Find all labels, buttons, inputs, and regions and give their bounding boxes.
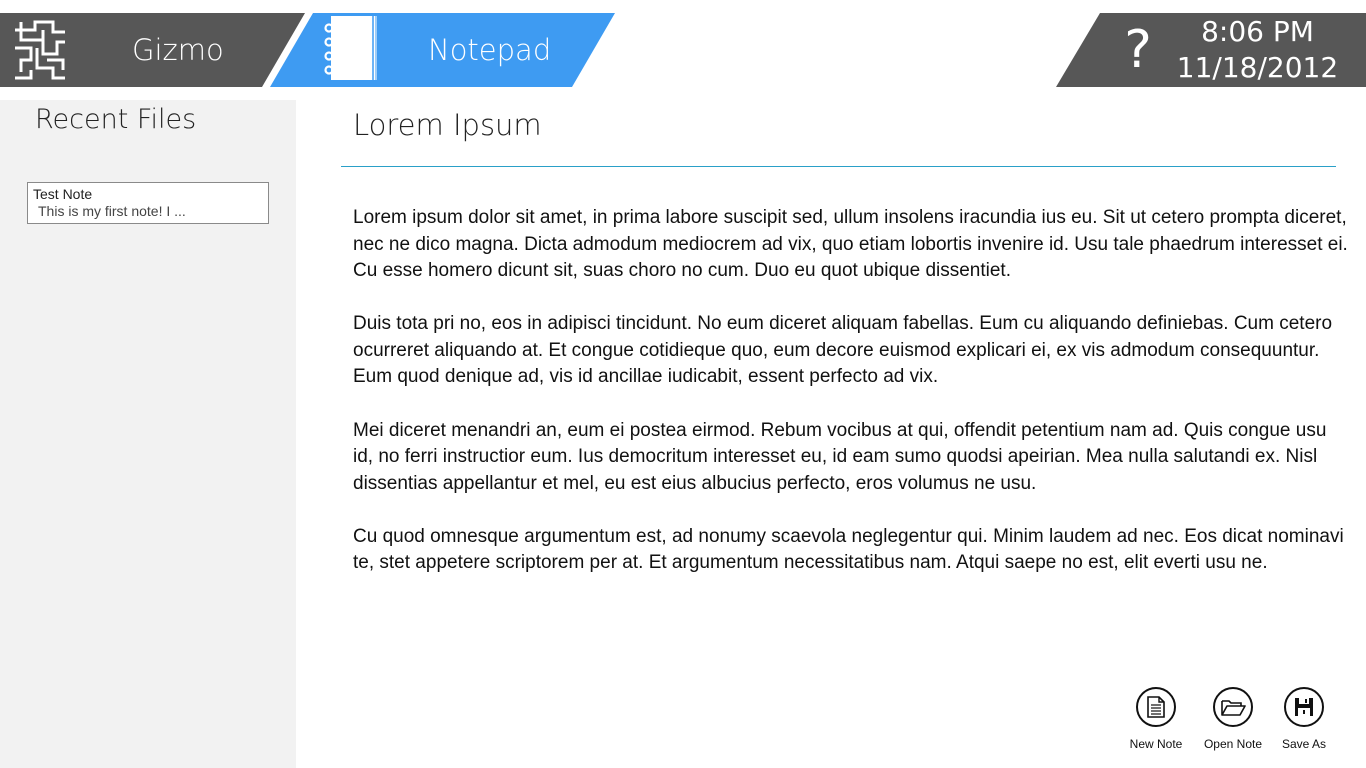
notepad-icon [323,14,383,84]
new-note-button[interactable] [1116,687,1196,751]
new-note-circle[interactable] [1136,687,1176,727]
open-note-label: Open Note [1203,737,1263,751]
sidebar-title: Recent Files [35,104,197,135]
note-title[interactable]: Lorem Ipsum [353,108,542,142]
app-name[interactable]: Gizmo [132,33,224,67]
save-disk-icon [1294,697,1314,717]
open-folder-icon [1220,697,1246,717]
tab-notepad-label[interactable]: Notepad [428,33,552,67]
recent-file-name: Test Note [33,186,93,202]
open-note-circle[interactable] [1213,687,1253,727]
save-as-label: Save As [1281,737,1327,751]
clock-time: 8:06 PM [1201,15,1314,48]
clock-date: 11/18/2012 [1176,51,1339,84]
title-divider [341,166,1336,167]
note-paragraph: Mei diceret menandri an, eum ei postea eirmod. Rebum vocibus at qui, offendit petentium nam ad. Quis congue usu id, no ferri instructior eum. Ius democritum interesset eu, id eam sumo quodsi apeirian. Mea nulla salutandi ex. Nisl dissentias appellantur et mel, eu est eius albucius perfecto, eros volumus ne usu. [353,419,1327,494]
gizmo-maze-logo [13,20,67,80]
recent-file-item[interactable] [27,182,269,224]
note-body-textarea[interactable] [353,205,1351,577]
save-as-circle[interactable] [1284,687,1324,727]
help-icon[interactable]: ? [1124,20,1152,80]
recent-file-preview: This is my first note! I ... [38,203,186,219]
note-paragraph: Lorem ipsum dolor sit amet, in prima labore suscipit sed, ullum insolens iracundia ius eu. Sit ut cetero prompta diceret, nec ne dico magna. Dicta admodum mediocrem ad vix, quo etiam lobortis invenire id. Usu tale phaedrum interesset ei. Cu esse homero dicunt sit, suas choro no cum. Duo eu quot ubique dissentiet. [353,207,1348,282]
clock [1170,14,1345,86]
note-paragraph: Cu quod omnesque argumentum est, ad nonumy scaevola neglegentur qui. Minim laudem ad nec. Eos dicat nominavi te, stet appetere scriptorem per at. Et argumentum necessitatibus nam. Atqui saepe no est, elit everti usu ne. [353,525,1344,574]
note-paragraph: Duis tota pri no, eos in adipisci tincidunt. No eum diceret aliquam fabellas. Eum cu aliquando definiebas. Cum cetero ocurreret aliquando at. Et congue cotidieque quo, eum decore euismod explicari ei, ex vis admodum consequuntur. Eum quod denique ad, vis id ancillae iudicabit, essent perfecto ad vix. [353,313,1333,388]
new-note-label: New Note [1129,737,1183,751]
save-as-button[interactable] [1264,687,1344,751]
new-document-icon [1146,696,1166,718]
open-note-button[interactable] [1193,687,1273,751]
